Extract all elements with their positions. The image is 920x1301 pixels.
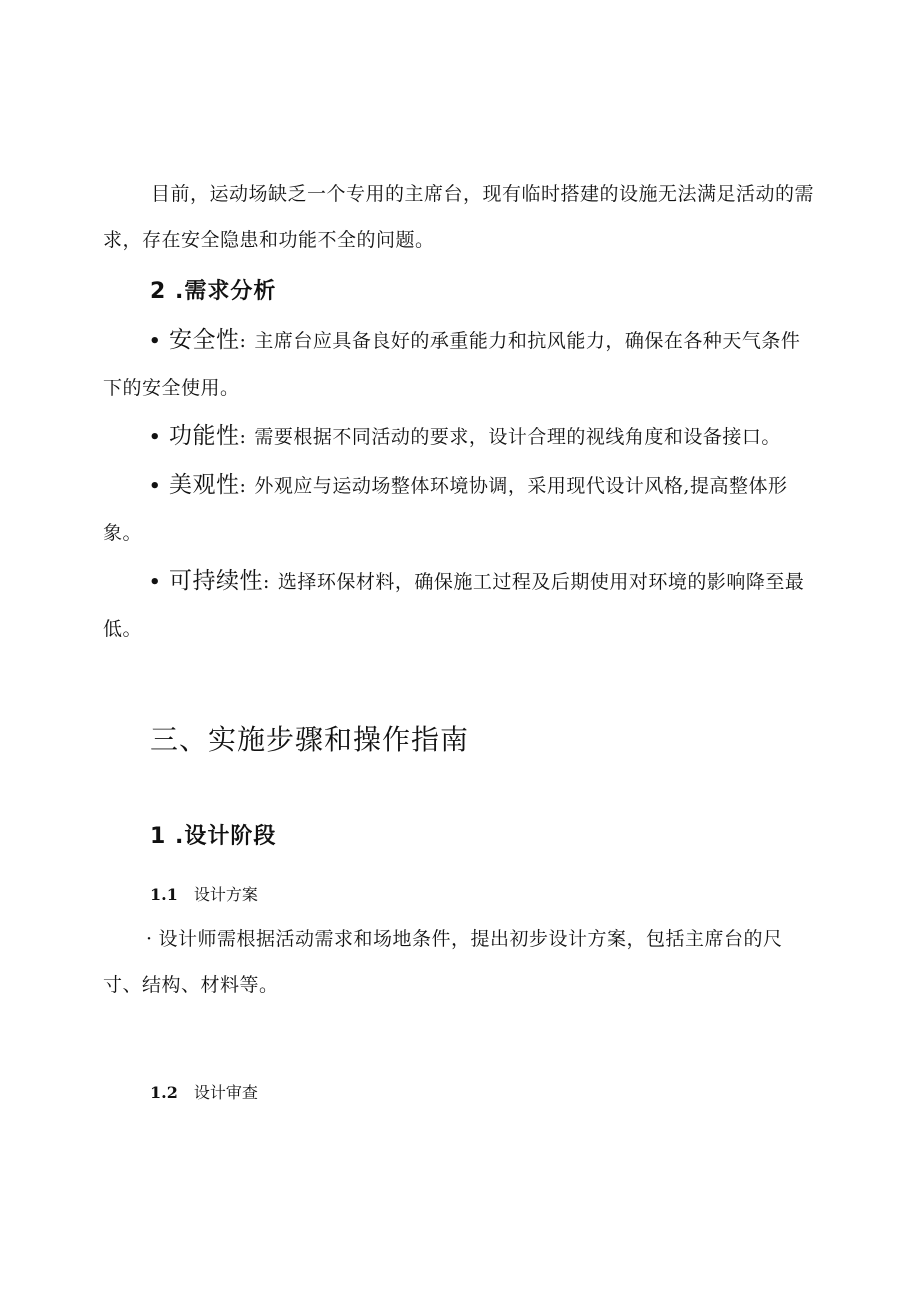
bullet-dot-icon: • <box>149 572 162 593</box>
bullet-term: 功能性 <box>169 423 240 449</box>
bullet-item-sustainability <box>103 558 819 652</box>
subsection-1-2-heading <box>150 1081 258 1105</box>
bullet-dot-icon: • <box>149 427 162 448</box>
bullet-colon: : <box>239 475 247 497</box>
design-plan-text: 设计师需根据活动需求和场地条件，提出初步设计方案，包括主席台的尺寸、结构、材料等。 <box>103 928 783 996</box>
bullet-text: 主席台应具备良好的承重能力和抗风能力，确保在各种天气条件下的安全使用。 <box>103 330 801 399</box>
small-bullet-icon: · <box>146 928 153 950</box>
bullet-text: 需要根据不同活动的要求，设计合理的视线角度和设备接口。 <box>254 426 781 448</box>
intro-text: 目前，运动场缺乏一个专用的主席台，现有临时搭建的设施无法满足活动的需求，存在安全隐患和功能不全的问题。 <box>103 183 815 251</box>
bullet-term: 可持续性 <box>169 568 264 594</box>
bullet-text: 外观应与运动场整体环境协调，采用现代设计风格,提高整体形象。 <box>103 475 788 544</box>
subsection-title: 设计审查 <box>193 1083 258 1102</box>
bullet-lead <box>103 475 149 497</box>
bullet-item-aesthetics <box>103 462 819 556</box>
bullet-text: 选择环保材料，确保施工过程及后期使用对环境的影响降至最低。 <box>103 571 805 640</box>
bullet-colon: : <box>239 330 247 352</box>
bullet-lead <box>103 571 149 593</box>
intro-paragraph <box>103 171 819 263</box>
bullet-term: 安全性 <box>169 327 240 353</box>
bullet-lead <box>103 928 146 950</box>
bullet-term: 美观性 <box>169 472 240 498</box>
subsection-number: 1.1 <box>150 885 178 904</box>
bullet-item-safety <box>103 317 819 411</box>
bullet-colon: : <box>263 571 270 593</box>
bullet-dot-icon: • <box>149 331 162 352</box>
design-plan-paragraph <box>103 916 819 1008</box>
bullet-lead <box>103 426 149 448</box>
subsection-1-1-heading <box>150 883 258 907</box>
needs-analysis-heading: 2 .需求分析 <box>150 279 277 304</box>
bullet-lead <box>103 330 149 352</box>
design-phase-heading: 1 .设计阶段 <box>150 824 277 849</box>
section-three-heading: 三、实施步骤和操作指南 <box>150 723 470 756</box>
bullet-colon: : <box>239 426 247 448</box>
subsection-title: 设计方案 <box>193 885 258 904</box>
bullet-item-function <box>103 413 819 461</box>
subsection-number: 1.2 <box>150 1083 178 1102</box>
bullet-dot-icon: • <box>149 476 162 497</box>
